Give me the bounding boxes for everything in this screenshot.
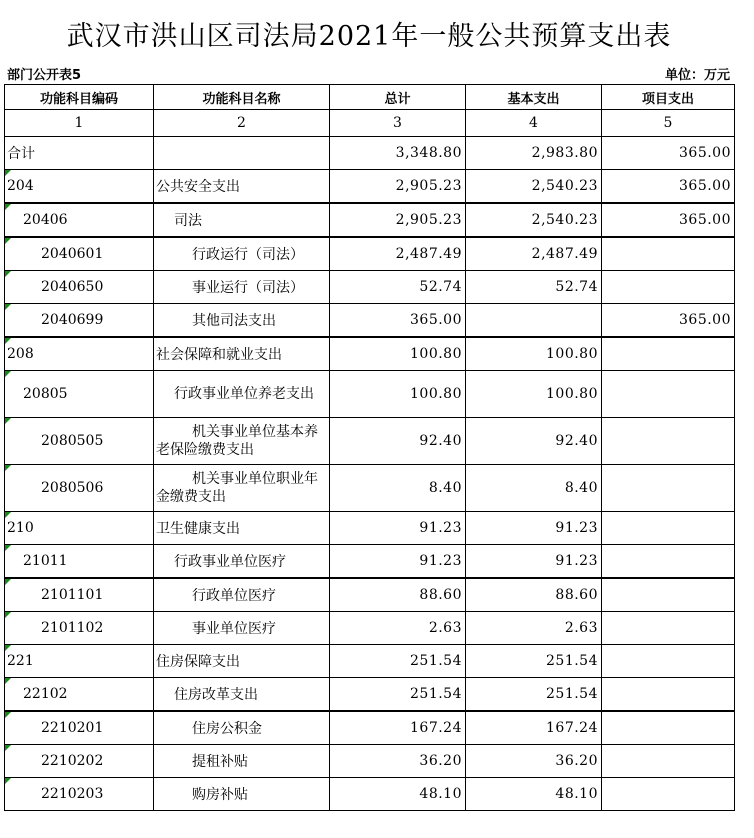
row-project bbox=[602, 337, 735, 371]
row-basic bbox=[466, 304, 602, 338]
row-name: 住房改革支出 bbox=[154, 678, 330, 712]
cell-marker-icon bbox=[5, 465, 11, 471]
row-code: 合计 bbox=[5, 137, 154, 170]
cell-marker-icon bbox=[5, 170, 11, 176]
cell-marker-icon bbox=[5, 612, 11, 618]
row-basic: 48.10 bbox=[466, 778, 602, 811]
row-project bbox=[602, 465, 735, 512]
row-name: 机关事业单位职业年金缴费支出 bbox=[154, 465, 330, 512]
row-name bbox=[154, 137, 330, 170]
row-total: 91.23 bbox=[330, 545, 466, 579]
row-basic: 2.63 bbox=[466, 612, 602, 645]
cell-marker-icon bbox=[5, 338, 11, 344]
row-project bbox=[602, 645, 735, 678]
row-basic: 92.40 bbox=[466, 418, 602, 465]
row-name: 机关事业单位基本养老保险缴费支出 bbox=[154, 418, 330, 465]
cell-marker-icon bbox=[5, 645, 11, 651]
header-project: 项目支出 bbox=[602, 85, 735, 110]
budget-table bbox=[4, 84, 735, 811]
row-basic: 91.23 bbox=[466, 545, 602, 579]
row-code: 221 bbox=[5, 645, 154, 678]
table-row bbox=[5, 237, 735, 271]
row-code: 20805 bbox=[5, 371, 154, 418]
row-name: 卫生健康支出 bbox=[154, 512, 330, 545]
table-row bbox=[5, 371, 735, 418]
row-project bbox=[602, 545, 735, 579]
table-row bbox=[5, 465, 735, 512]
table-row bbox=[5, 170, 735, 204]
cell-marker-icon bbox=[5, 204, 11, 210]
row-code: 2040601 bbox=[5, 237, 154, 271]
row-project bbox=[602, 418, 735, 465]
header-number: 2 bbox=[154, 110, 330, 137]
row-basic: 2,540.23 bbox=[466, 170, 602, 204]
page-title: 武汉市洪山区司法局2021年一般公共预算支出表 bbox=[66, 21, 672, 52]
table-row bbox=[5, 545, 735, 579]
row-project bbox=[602, 678, 735, 712]
row-project bbox=[602, 237, 735, 271]
table-row bbox=[5, 612, 735, 645]
row-code: 2101101 bbox=[5, 578, 154, 612]
row-code: 2040699 bbox=[5, 304, 154, 338]
row-basic: 36.20 bbox=[466, 745, 602, 778]
row-project: 365.00 bbox=[602, 203, 735, 237]
row-project: 365.00 bbox=[602, 304, 735, 338]
header-row bbox=[5, 85, 735, 110]
table-row bbox=[5, 745, 735, 778]
table-row bbox=[5, 137, 735, 170]
row-basic: 100.80 bbox=[466, 337, 602, 371]
row-project bbox=[602, 745, 735, 778]
row-name: 行政事业单位养老支出 bbox=[154, 371, 330, 418]
row-project: 365.00 bbox=[602, 137, 735, 170]
cell-marker-icon bbox=[5, 778, 11, 784]
table-row bbox=[5, 678, 735, 712]
row-basic: 8.40 bbox=[466, 465, 602, 512]
row-name: 司法 bbox=[154, 203, 330, 237]
row-name: 行政事业单位医疗 bbox=[154, 545, 330, 579]
cell-marker-icon bbox=[5, 304, 11, 310]
row-project bbox=[602, 271, 735, 304]
row-total: 92.40 bbox=[330, 418, 466, 465]
row-total: 2,905.23 bbox=[330, 203, 466, 237]
table-row bbox=[5, 337, 735, 371]
row-code: 2080505 bbox=[5, 418, 154, 465]
row-code: 2210201 bbox=[5, 711, 154, 745]
row-code: 21011 bbox=[5, 545, 154, 579]
row-project bbox=[602, 778, 735, 811]
row-total: 52.74 bbox=[330, 271, 466, 304]
cell-marker-icon bbox=[5, 712, 11, 718]
header-basic: 基本支出 bbox=[466, 85, 602, 110]
row-total: 36.20 bbox=[330, 745, 466, 778]
table-row bbox=[5, 203, 735, 237]
cell-marker-icon bbox=[5, 678, 11, 684]
row-total: 100.80 bbox=[330, 371, 466, 418]
table-row bbox=[5, 578, 735, 612]
row-name: 行政运行（司法） bbox=[154, 237, 330, 271]
row-code: 20406 bbox=[5, 203, 154, 237]
row-code: 2101102 bbox=[5, 612, 154, 645]
header-total: 总计 bbox=[330, 85, 466, 110]
row-project bbox=[602, 711, 735, 745]
row-project: 365.00 bbox=[602, 170, 735, 204]
header-number-row bbox=[5, 110, 735, 137]
row-total: 91.23 bbox=[330, 512, 466, 545]
table-row bbox=[5, 711, 735, 745]
table-row bbox=[5, 271, 735, 304]
row-total: 3,348.80 bbox=[330, 137, 466, 170]
cell-marker-icon bbox=[5, 745, 11, 751]
row-name: 事业运行（司法） bbox=[154, 271, 330, 304]
row-total: 8.40 bbox=[330, 465, 466, 512]
cell-marker-icon bbox=[5, 545, 11, 551]
row-name: 事业单位医疗 bbox=[154, 612, 330, 645]
row-name: 行政单位医疗 bbox=[154, 578, 330, 612]
row-total: 2,487.49 bbox=[330, 237, 466, 271]
cell-marker-icon bbox=[5, 371, 11, 377]
row-name: 住房保障支出 bbox=[154, 645, 330, 678]
row-total: 88.60 bbox=[330, 578, 466, 612]
row-total: 251.54 bbox=[330, 645, 466, 678]
row-total: 100.80 bbox=[330, 337, 466, 371]
row-project bbox=[602, 371, 735, 418]
table-row bbox=[5, 418, 735, 465]
row-code: 2210203 bbox=[5, 778, 154, 811]
row-basic: 91.23 bbox=[466, 512, 602, 545]
cell-marker-icon bbox=[5, 238, 11, 244]
row-name: 购房补贴 bbox=[154, 778, 330, 811]
row-name: 其他司法支出 bbox=[154, 304, 330, 338]
row-basic: 2,983.80 bbox=[466, 137, 602, 170]
row-basic: 2,487.49 bbox=[466, 237, 602, 271]
table-row bbox=[5, 512, 735, 545]
row-code: 2080506 bbox=[5, 465, 154, 512]
row-code: 2210202 bbox=[5, 745, 154, 778]
cell-marker-icon bbox=[5, 418, 11, 424]
row-basic: 100.80 bbox=[466, 371, 602, 418]
row-basic: 2,540.23 bbox=[466, 203, 602, 237]
row-project bbox=[602, 578, 735, 612]
cell-marker-icon bbox=[5, 579, 11, 585]
row-basic: 251.54 bbox=[466, 645, 602, 678]
header-number: 3 bbox=[330, 110, 466, 137]
row-code: 210 bbox=[5, 512, 154, 545]
table-row bbox=[5, 304, 735, 338]
row-code: 208 bbox=[5, 337, 154, 371]
row-total: 365.00 bbox=[330, 304, 466, 338]
header-number: 1 bbox=[5, 110, 154, 137]
row-project bbox=[602, 512, 735, 545]
row-basic: 167.24 bbox=[466, 711, 602, 745]
cell-marker-icon bbox=[5, 271, 11, 277]
header-number: 4 bbox=[466, 110, 602, 137]
cell-marker-icon bbox=[5, 512, 11, 518]
row-total: 251.54 bbox=[330, 678, 466, 712]
table-id: 部门公开表5 bbox=[7, 68, 82, 83]
row-total: 2.63 bbox=[330, 612, 466, 645]
row-basic: 52.74 bbox=[466, 271, 602, 304]
table-row bbox=[5, 645, 735, 678]
row-name: 公共安全支出 bbox=[154, 170, 330, 204]
row-total: 2,905.23 bbox=[330, 170, 466, 204]
row-basic: 251.54 bbox=[466, 678, 602, 712]
table-row bbox=[5, 778, 735, 811]
row-name: 住房公积金 bbox=[154, 711, 330, 745]
row-code: 22102 bbox=[5, 678, 154, 712]
unit-label: 单位：万元 bbox=[664, 68, 730, 83]
row-code: 204 bbox=[5, 170, 154, 204]
header-name: 功能科目名称 bbox=[154, 85, 330, 110]
row-total: 167.24 bbox=[330, 711, 466, 745]
row-basic: 88.60 bbox=[466, 578, 602, 612]
header-code: 功能科目编码 bbox=[5, 85, 154, 110]
row-name: 提租补贴 bbox=[154, 745, 330, 778]
header-number: 5 bbox=[602, 110, 735, 137]
row-name: 社会保障和就业支出 bbox=[154, 337, 330, 371]
row-code: 2040650 bbox=[5, 271, 154, 304]
row-project bbox=[602, 612, 735, 645]
row-total: 48.10 bbox=[330, 778, 466, 811]
